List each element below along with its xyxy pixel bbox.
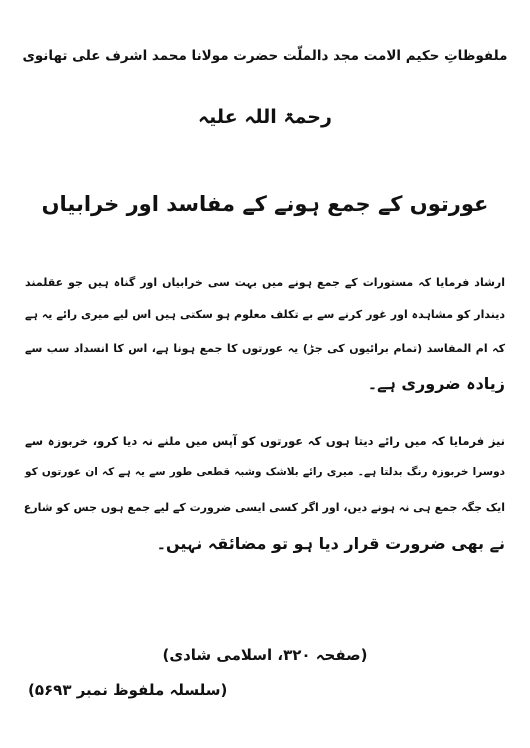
paragraph-2-line-4: نے بھی ضرورت قرار دیا ہو تو مضائقہ نہیں۔ — [156, 534, 505, 553]
paragraph-1-line-2: دیندار کو مشاہدہ اور غور کرنے سے بے تکلف معلوم ہو سکتی ہیں اس لیے میری رائے یہ ہے — [25, 308, 505, 321]
title-line-1: ملفوظاتِ حکیم الامت مجد دالملّت حضرت مولانا محمد اشرف علی تھانوی — [22, 48, 508, 64]
article-title: عورتوں کے جمع ہونے کے مفاسد اور خرابیاں — [41, 192, 489, 216]
page-reference: (صفحہ ۳۲۰، اسلامی شادی) — [162, 646, 368, 664]
series-reference: (سلسلہ ملفوظ نمبر ۵۶۹۳) — [28, 681, 228, 699]
paragraph-1-line-3: کہ ام المفاسد (تمام برائیوں کی جڑ) یہ عورتوں کا جمع ہونا ہے، اس کا انسداد سب سے — [25, 342, 505, 355]
paragraph-1-line-4: زیادہ ضروری ہے۔ — [367, 374, 505, 393]
paragraph-2-line-3: ایک جگہ جمع ہی نہ ہونے دیں، اور اگر کسی ایسی ضرورت کے لیے جمع ہوں جس کو شارع — [23, 501, 505, 514]
paragraph-1-line-1: ارشاد فرمایا کہ مستورات کے جمع ہونے میں بہت سی خرابیاں اور گناہ ہیں جو عقلمند — [25, 276, 505, 289]
paragraph-2-line-2: دوسرا خربوزہ رنگ بدلتا ہے۔ میری رائے بلاشک وشبہ قطعی طور سے یہ ہے کہ ان عورتوں کو — [25, 466, 505, 478]
title-line-2: رحمۃ اللہ علیہ — [198, 106, 332, 128]
paragraph-2-line-1: نیز فرمایا کہ میں رائے دیتا ہوں کہ عورتوں کو آپس میں ملنے نہ دیا کرو، خربوزہ سے — [25, 434, 505, 448]
